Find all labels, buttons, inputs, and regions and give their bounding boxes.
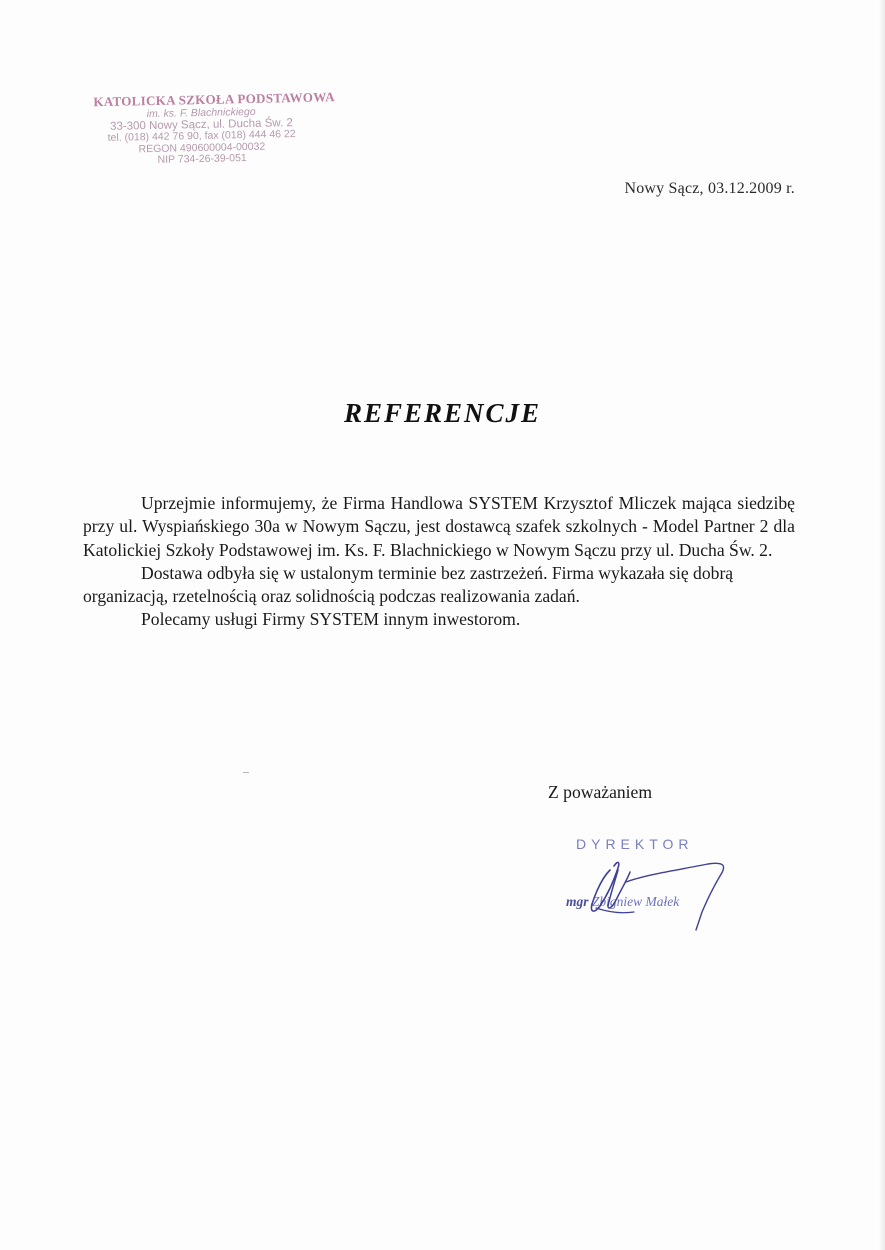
stamp-patron: im. ks. F. Blachnickiego <box>146 105 256 121</box>
stamp-phone: tel. (018) 442 76 90, fax (018) 444 46 22 <box>107 128 296 144</box>
page-edge-shadow <box>879 0 885 1250</box>
body-paragraph-1: Uprzejmie informujemy, że Firma Handlowa SYSTEM Krzysztof Mliczek mająca siedzibę przy ul. Wyspiańskiego 30a w Nowym Sączu, jest dostawcą szafek szkolnych - Model Partner 2 dla Katolickiej Szkoły Podstawowej im. Ks. F. Blachnickiego w Nowym Sączu przy ul. Ducha Św. 2. <box>83 493 795 560</box>
stamp-school-name: KATOLICKA SZKOŁA PODSTAWOWA <box>93 89 335 110</box>
signature-title: DYREKTOR <box>576 836 694 852</box>
body-paragraph-2: Dostawa odbyła się w ustalonym terminie bez zastrzeżeń. Firma wykazała się dobrą organizacją, rzetelnością oraz solidnością podczas realizowania zadań. <box>83 562 734 607</box>
stamp-address: 33-300 Nowy Sącz, ul. Ducha Św. 2 <box>109 116 293 133</box>
handwritten-signature-icon <box>548 830 748 940</box>
signature-prefix: mgr <box>566 894 589 909</box>
signature-name: Zbigniew Małek <box>591 894 680 909</box>
body-paragraph-3: Polecamy usługi Firmy SYSTEM innym inwestorom. <box>141 609 521 630</box>
stamp-nip: NIP 734-26-39-051 <box>157 152 247 166</box>
signature-block <box>548 830 748 940</box>
stamp-regon: REGON 490600004-00032 <box>138 140 266 155</box>
letter-date: Nowy Sącz, 03.12.2009 r. <box>624 180 795 197</box>
closing-salutation: Z poważaniem <box>548 782 653 802</box>
school-stamp <box>93 89 335 168</box>
scan-mark <box>243 772 249 773</box>
document-title: REFERENCJE <box>343 398 542 428</box>
letter-body <box>83 492 795 632</box>
